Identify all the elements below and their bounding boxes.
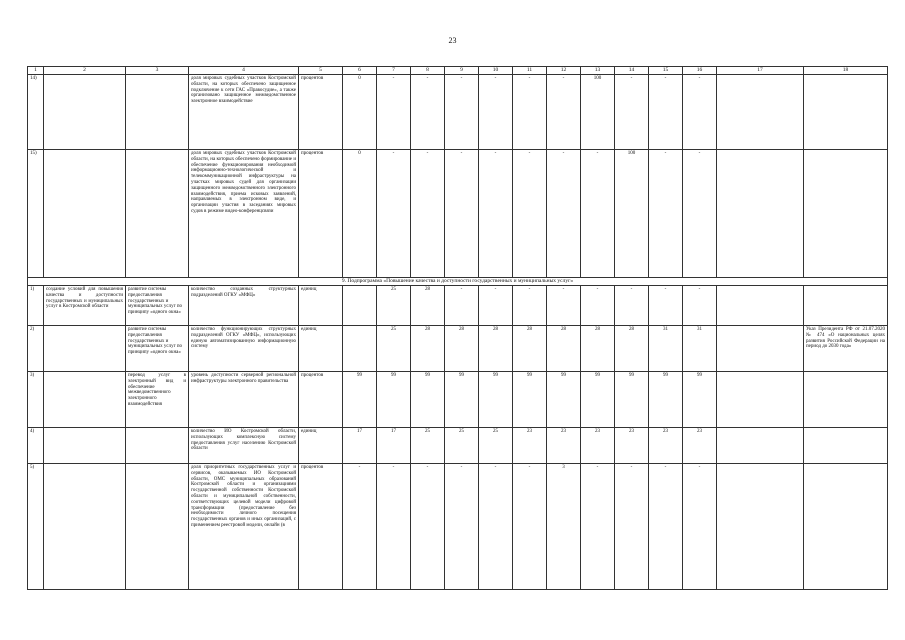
value-cell: 99 [581, 372, 615, 428]
value-cell: - [581, 150, 615, 278]
indicators-table [27, 66, 888, 590]
value-cell: - [649, 464, 683, 590]
value-cell: 0 [343, 75, 377, 150]
row-number: 14) [28, 75, 44, 150]
empty-cell [717, 464, 804, 590]
basis-cell [804, 150, 888, 278]
header-cell: 18 [804, 67, 888, 75]
value-cell: 25 [479, 428, 513, 464]
indicator-cell: количество созданных структурных подразделений ОГКУ «МФЦ» [189, 286, 299, 326]
value-cell: - [649, 150, 683, 278]
value-cell: - [411, 150, 445, 278]
value-cell: - [683, 464, 717, 590]
value-cell: 28 [479, 326, 513, 372]
value-cell: - [547, 286, 581, 326]
value-cell: - [377, 464, 411, 590]
header-cell: 15 [649, 67, 683, 75]
task-cell: развитие системы предоставления государственных и муниципальных услуг по принципу «одного окна» [126, 286, 189, 326]
goal-cell [44, 150, 126, 278]
table-row [28, 428, 888, 464]
value-cell [343, 326, 377, 372]
header-cell: 12 [547, 67, 581, 75]
value-cell: 99 [377, 372, 411, 428]
value-cell [343, 286, 377, 326]
value-cell: - [513, 286, 547, 326]
row-number: 1) [28, 286, 44, 326]
table-row [28, 150, 888, 278]
empty-cell [717, 150, 804, 278]
header-cell: 5 [299, 67, 343, 75]
value-cell: 23 [581, 428, 615, 464]
value-cell: 99 [513, 372, 547, 428]
value-cell: 28 [445, 326, 479, 372]
value-cell: - [683, 75, 717, 150]
value-cell: 23 [615, 428, 649, 464]
value-cell: 99 [479, 372, 513, 428]
value-cell: 100 [581, 75, 615, 150]
header-cell: 1 [28, 67, 44, 75]
header-cell: 2 [44, 67, 126, 75]
goal-cell: создание условий для повышения качества и доступности государственных и муниципальных услуг в Костромской области [44, 286, 126, 326]
value-cell: 23 [649, 428, 683, 464]
value-cell: - [479, 75, 513, 150]
basis-cell: Указ Президента РФ от 21.07.2020 № 474 «О национальных целях развития Российской Федерации на период до 2030 года» [804, 326, 888, 372]
value-cell: 28 [581, 326, 615, 372]
header-cell: 13 [581, 67, 615, 75]
value-cell: 0 [343, 150, 377, 278]
row-number: 2) [28, 326, 44, 372]
table-row [28, 372, 888, 428]
task-cell: развитие системы предоставления государственных и муниципальных услуг по принципу «одного окна» [126, 326, 189, 372]
value-cell: 17 [377, 428, 411, 464]
value-cell: - [377, 75, 411, 150]
column-number-row [28, 67, 888, 75]
header-cell: 10 [479, 67, 513, 75]
value-cell: - [581, 464, 615, 590]
section-title: 9. Подпрограмма «Повышение качества и доступности государственных и муниципальных услуг» [28, 278, 888, 286]
value-cell: 99 [615, 372, 649, 428]
value-cell: 100 [615, 150, 649, 278]
value-cell: 23 [683, 428, 717, 464]
value-cell: - [649, 75, 683, 150]
value-cell: 28 [615, 326, 649, 372]
header-cell: 6 [343, 67, 377, 75]
value-cell: - [683, 150, 717, 278]
value-cell: 99 [411, 372, 445, 428]
value-cell: - [683, 286, 717, 326]
empty-cell [717, 372, 804, 428]
value-cell: - [479, 464, 513, 590]
value-cell: 99 [343, 372, 377, 428]
value-cell: 99 [649, 372, 683, 428]
value-cell: - [377, 150, 411, 278]
value-cell: - [513, 75, 547, 150]
basis-cell [804, 75, 888, 150]
value-cell: 25 [377, 286, 411, 326]
indicator-cell: доля мировых судебных участков Костромской области, на которых обеспечено защищенное подключение к сети ГАС «Правосудие», а также организовано защищенное межведомственное электронное взаимодействие [189, 75, 299, 150]
value-cell: - [513, 464, 547, 590]
page-number: 23 [448, 36, 457, 45]
value-cell: - [615, 286, 649, 326]
value-cell: 3 [547, 464, 581, 590]
value-cell: - [547, 150, 581, 278]
goal-cell [44, 464, 126, 590]
value-cell: 28 [411, 326, 445, 372]
indicator-cell: доля мировых судебных участков Костромской области, на которых обеспечено формирование и обеспечение функционирования необходимой информационно-технологической и телекоммуникационной инфраструктуры на участках мировых судей для организации защищенного межведомственного электронного взаимодействия, приема исковых заявлений, направляемых в электронном виде, и организации участия в заседаниях мировых судов в режиме видео-конференцсвязи [189, 150, 299, 278]
section-row [28, 278, 888, 286]
basis-cell [804, 428, 888, 464]
header-cell: 9 [445, 67, 479, 75]
value-cell: 99 [683, 372, 717, 428]
row-number: 3) [28, 372, 44, 428]
table-row [28, 464, 888, 590]
value-cell: 23 [513, 428, 547, 464]
value-cell: - [411, 464, 445, 590]
table-row [28, 75, 888, 150]
unit-cell: единиц [299, 286, 343, 326]
value-cell: - [649, 286, 683, 326]
empty-cell [717, 428, 804, 464]
empty-cell [717, 75, 804, 150]
unit-cell: процентов [299, 372, 343, 428]
unit-cell: процентов [299, 75, 343, 150]
value-cell: 28 [513, 326, 547, 372]
indicator-cell: количество ИО Костромской области, использующих комплексную систему предоставления услуг населению Костромской области [189, 428, 299, 464]
row-number: 4) [28, 428, 44, 464]
unit-cell: процентов [299, 150, 343, 278]
table-row [28, 286, 888, 326]
empty-cell [717, 326, 804, 372]
value-cell: 99 [445, 372, 479, 428]
value-cell: - [547, 75, 581, 150]
value-cell: 25 [411, 428, 445, 464]
value-cell: 31 [683, 326, 717, 372]
indicator-cell: доля приоритетных государственных услуг и сервисов, оказываемых ИО Костромской области, ОМС муниципальных образований Костромской области и организациями государственной собственности Костромской области и муниципальной собственности, соответствующих целевой модели цифровой трансформации (предоставление без необходимости личного посещения государственных органов и иных организаций, с применением реестровой модели, онлайн (в [189, 464, 299, 590]
value-cell: - [479, 150, 513, 278]
value-cell: - [581, 286, 615, 326]
empty-cell [717, 286, 804, 326]
goal-cell [44, 326, 126, 372]
unit-cell: единиц [299, 428, 343, 464]
goal-cell [44, 372, 126, 428]
value-cell: - [445, 286, 479, 326]
header-cell: 4 [189, 67, 299, 75]
value-cell: 99 [547, 372, 581, 428]
value-cell: - [343, 464, 377, 590]
value-cell: - [411, 75, 445, 150]
header-cell: 16 [683, 67, 717, 75]
indicator-cell: уровень доступности серверной региональной инфраструктуры электронного правительства [189, 372, 299, 428]
value-cell: 17 [343, 428, 377, 464]
value-cell: - [615, 75, 649, 150]
value-cell: 31 [649, 326, 683, 372]
table-row [28, 326, 888, 372]
task-cell [126, 428, 189, 464]
indicator-cell: количество функционирующих структурных подразделений ОГКУ «МФЦ», использующих единую автоматизированную информационную систему [189, 326, 299, 372]
task-cell [126, 75, 189, 150]
value-cell: 25 [445, 428, 479, 464]
value-cell: - [445, 75, 479, 150]
task-cell [126, 150, 189, 278]
header-cell: 7 [377, 67, 411, 75]
value-cell: - [445, 150, 479, 278]
header-cell: 14 [615, 67, 649, 75]
value-cell: - [479, 286, 513, 326]
value-cell: - [445, 464, 479, 590]
basis-cell [804, 372, 888, 428]
value-cell: 28 [547, 326, 581, 372]
unit-cell: единиц [299, 326, 343, 372]
row-number: 5) [28, 464, 44, 590]
value-cell: 23 [547, 428, 581, 464]
header-cell: 11 [513, 67, 547, 75]
row-number: 15) [28, 150, 44, 278]
header-cell: 3 [126, 67, 189, 75]
value-cell: - [513, 150, 547, 278]
value-cell: 25 [377, 326, 411, 372]
goal-cell [44, 428, 126, 464]
header-cell: 8 [411, 67, 445, 75]
basis-cell [804, 464, 888, 590]
basis-cell [804, 286, 888, 326]
value-cell: - [615, 464, 649, 590]
task-cell: перевод услуг в электронный вид и обеспечение межведомственного электронного взаимодействия [126, 372, 189, 428]
unit-cell: процентов [299, 464, 343, 590]
value-cell: 28 [411, 286, 445, 326]
task-cell [126, 464, 189, 590]
header-cell: 17 [717, 67, 804, 75]
goal-cell [44, 75, 126, 150]
